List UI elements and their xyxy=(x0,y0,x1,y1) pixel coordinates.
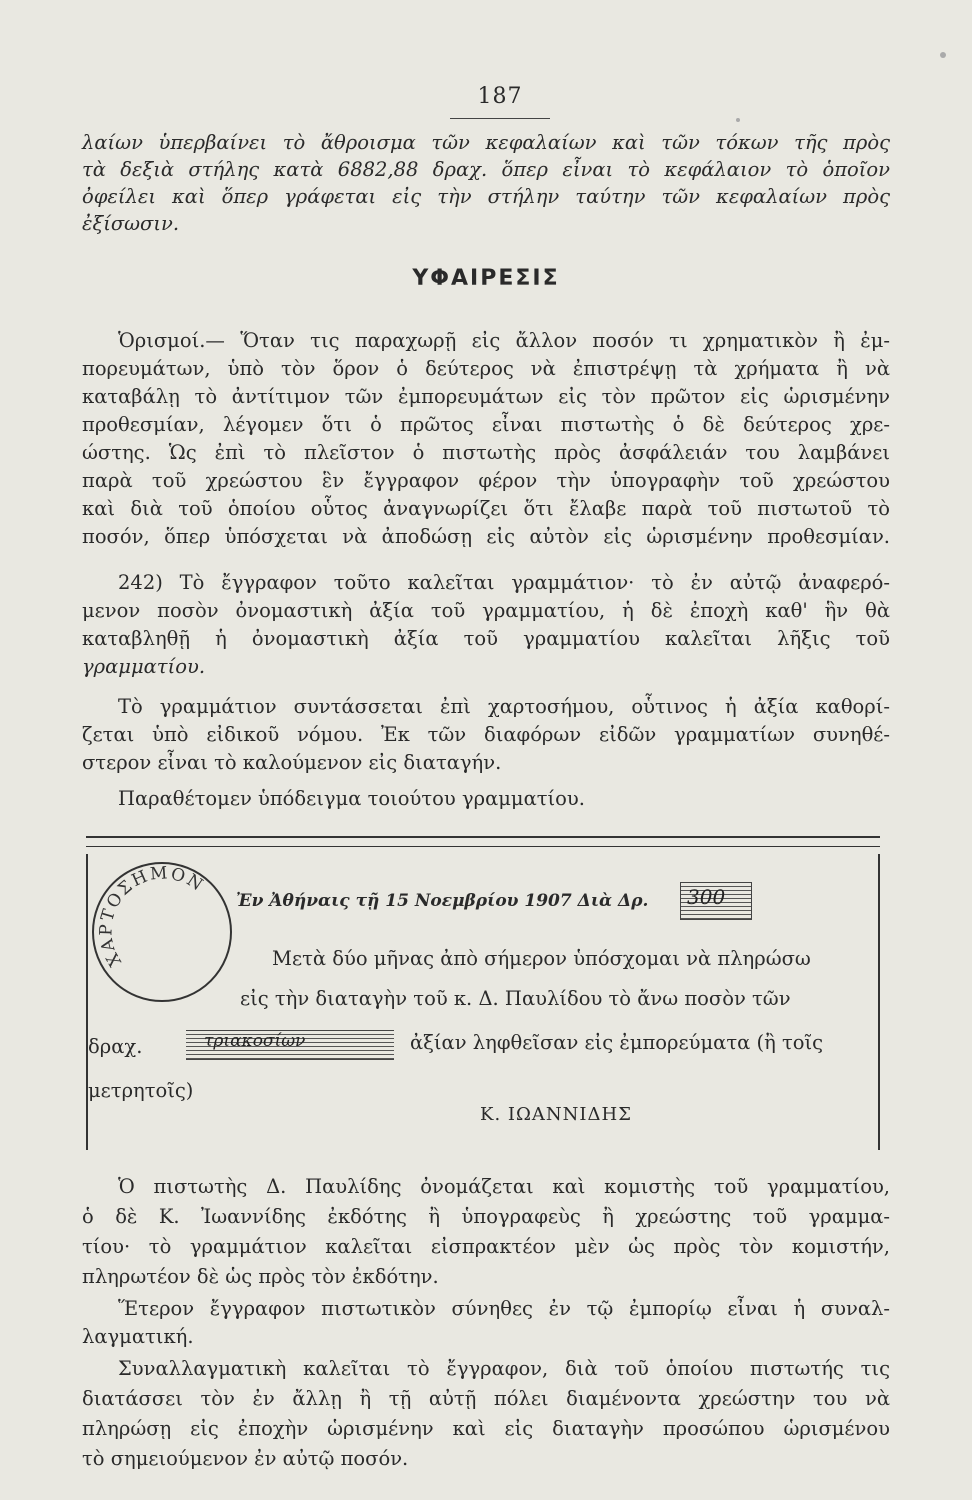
page-number-rule xyxy=(450,118,550,119)
paragraph-5-line: Παραθέτομεν ὑπόδειγμα τοιούτου γραμματίου. xyxy=(118,787,585,810)
paragraph-6-line: ὁ δὲ Κ. Ἰωαννίδης ἐκδότης ἢ ὑπογραφεὺς ἢ χρεώστης τοῦ γραμμα- xyxy=(82,1205,890,1228)
page-number: 187 xyxy=(477,84,523,109)
paragraph-3-line: καταβληθῇ ἡ ὀνομαστικὴ ἀξία τοῦ γραμματίου καλεῖται λῆξις τοῦ xyxy=(82,627,890,650)
note-line-2: εἰς τὴν διαταγὴν τοῦ κ. Δ. Παυλίδου τὸ ἄνω ποσὸν τῶν xyxy=(240,987,791,1010)
note-line-3-left: δραχ. xyxy=(88,1035,143,1058)
paragraph-4-line: Τὸ γραμμάτιον συντάσσεται ἐπὶ χαρτοσήμου, οὗτινος ἡ ἀξία καθορί- xyxy=(118,695,890,718)
paragraph-2-line: πορευμάτων, ὑπὸ τὸν ὅρον ὁ δεύτερος νὰ ἐπιστρέψῃ τὰ χρήματα ἢ νὰ xyxy=(82,357,890,380)
paragraph-4-line: στερον εἶναι τὸ καλούμενον εἰς διαταγήν. xyxy=(82,751,502,774)
note-left-border xyxy=(86,854,88,1150)
paragraph-7-line: Ἕτερον ἔγγραφον πιστωτικὸν σύνηθες ἐν τῷ ἐμπορίῳ εἶναι ἡ συναλ- xyxy=(118,1297,890,1320)
amount-box xyxy=(680,882,752,920)
paragraph-6-line: Ὁ πιστωτὴς Δ. Παυλίδης ὀνομάζεται καὶ κομιστὴς τοῦ γραμματίου, xyxy=(118,1175,890,1198)
paragraph-2-line: ώστης. Ὡς ἐπὶ τὸ πλεῖστον ὁ πιστωτὴς πρὸς ἀσφάλειάν του λαμβάνει xyxy=(82,441,890,464)
paragraph-3-line: γραμματίου. xyxy=(82,655,206,678)
paragraph-8-line: Συναλλαγματικὴ καλεῖται τὸ ἔγγραφον, διὰ τοῦ ὁποίου πιστωτής τις xyxy=(118,1357,890,1380)
note-date-line: Ἐν Ἀθήναις τῇ 15 Νοεμβρίου 1907 Διὰ Δρ. xyxy=(236,891,649,911)
paragraph-3-line: 242) Τὸ ἔγγραφον τοῦτο καλεῖται γραμμάτιον· τὸ ἐν αὐτῷ ἀναφερό- xyxy=(118,571,890,594)
paragraph-1-line: ἐξίσωσιν. xyxy=(82,212,180,235)
stamp-label: ΧΑΡΤΟΣΗΜΟΝ xyxy=(96,863,208,970)
paragraph-8-line: τὸ σημειούμενον ἐν αὐτῷ ποσόν. xyxy=(82,1447,409,1470)
section-heading: ΥΦΑΙΡΕΣΙΣ xyxy=(412,266,560,291)
paragraph-1-line: ὀφείλει καὶ ὅπερ γράφεται εἰς τὴν στήλην ταύτην τῶν κεφαλαίων πρὸς xyxy=(82,185,890,208)
note-line-1: Μετὰ δύο μῆνας ἀπὸ σήμερον ὑπόσχομαι νὰ πληρώσω xyxy=(272,947,811,970)
paragraph-2-line: ποσόν, ὅπερ ὑπόσχεται νὰ ἀποδώσῃ εἰς αὐτὸν εἰς ὡρισμένην προθεσμίαν. xyxy=(82,525,890,548)
paragraph-6-line: πληρωτέον δὲ ὡς πρὸς τὸν ἐκδότην. xyxy=(82,1265,439,1288)
paper-speck xyxy=(940,52,946,58)
paragraph-2-line: καὶ διὰ τοῦ ὁποίου οὗτος ἀναγνωρίζει ὅτι ἔλαβε παρὰ τοῦ πιστωτοῦ τὸ xyxy=(82,497,890,520)
paragraph-2-line: Ὁρισμοί.— Ὅταν τις παραχωρῇ εἰς ἄλλον ποσόν τι χρηματικὸν ἢ ἐμ- xyxy=(118,329,890,352)
paragraph-2-line: καταβάλῃ τὸ ἀντίτιμον τῶν ἐμπορευμάτων εἰς τὸν πρῶτον εἰς ὡρισμένην xyxy=(82,385,890,408)
stamp-icon xyxy=(92,862,232,1002)
paragraph-1-line: τὰ δεξιὰ στήλης κατὰ 6882,88 δραχ. ὅπερ εἶναι τὸ κεφάλαιον τὸ ὁποῖον xyxy=(82,158,890,181)
paragraph-2-line: παρὰ τοῦ χρεώστου ἓν ἔγγραφον φέρον τὴν ὑπογραφὴν τοῦ χρεώστου xyxy=(82,469,890,492)
paragraph-4-line: ζεται ὑπὸ εἰδικοῦ νόμου. Ἐκ τῶν διαφόρων εἰδῶν γραμματίων συνηθέ- xyxy=(82,723,890,746)
note-right-border xyxy=(878,854,880,1150)
amount-words-box xyxy=(186,1030,394,1060)
paragraph-2-line: προθεσμίαν, λέγομεν ὅτι ὁ πρῶτος εἶναι πιστωτὴς ὁ δὲ δεύτερος χρε- xyxy=(82,413,890,436)
paper-speck xyxy=(736,118,740,122)
amount-figure: 300 xyxy=(687,885,726,909)
amount-words: τριακοσίων xyxy=(204,1031,306,1051)
note-line-4: μετρητοῖς) xyxy=(88,1079,194,1102)
note-line-3-right: ἀξίαν ληφθεῖσαν εἰς ἐμπορεύματα (ἢ τοῖς xyxy=(410,1031,824,1054)
svg-text:ΧΑΡΤΟΣΗΜΟΝ xyxy=(96,863,208,969)
paragraph-7-line: λαγματική. xyxy=(82,1325,194,1348)
note-signature: Κ. ΙΩΑΝΝΙΔΗΣ xyxy=(480,1104,632,1125)
paragraph-8-line: πληρώσῃ εἰς ἐποχὴν ὡρισμένην καὶ εἰς διαταγὴν προσώπου ὡρισμένου xyxy=(82,1417,890,1440)
paragraph-6-line: τίου· τὸ γραμμάτιον καλεῖται εἰσπρακτέον μὲν ὡς πρὸς τὸν κομιστήν, xyxy=(82,1235,890,1258)
paragraph-1-line: λαίων ὑπερβαίνει τὸ ἄθροισμα τῶν κεφαλαίων καὶ τῶν τόκων τῆς πρὸς xyxy=(82,131,890,154)
paragraph-8-line: διατάσσει τὸν ἐν ἄλλῃ ἢ τῇ αὐτῇ πόλει διαμένοντα χρεώστην του νὰ xyxy=(82,1387,890,1410)
paragraph-3-line: μενον ποσὸν ὀνομαστικὴ ἀξία τοῦ γραμματίου, ἡ δὲ ἐποχὴ καθ' ἣν θὰ xyxy=(82,599,890,622)
